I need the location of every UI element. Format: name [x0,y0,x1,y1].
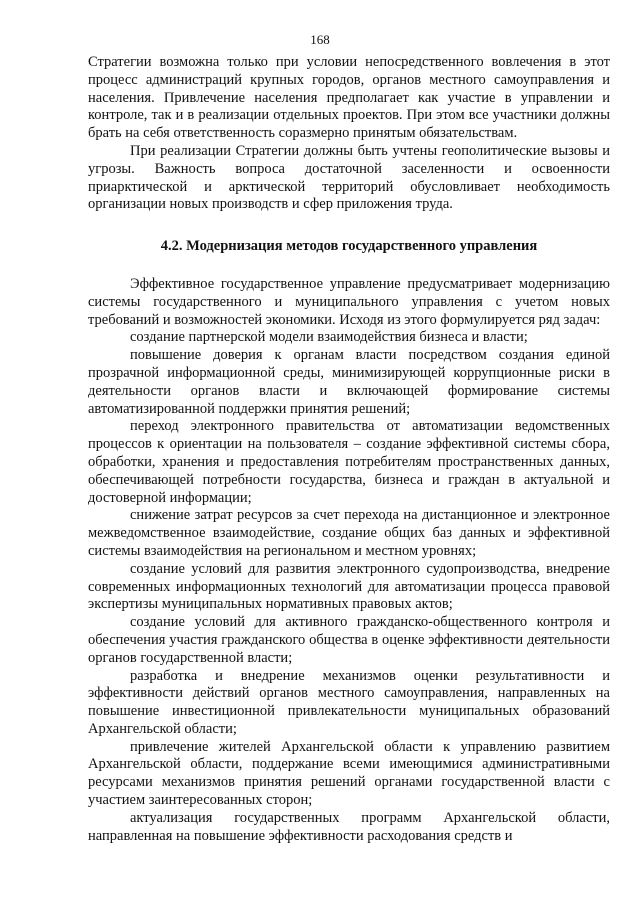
task-item: актуализация государственных программ Архангельской области, направленная на повышение эффективности расходования средств и [88,809,610,844]
task-item: переход электронного правительства от автоматизации ведомственных процессов к ориентации на пользователя – создание эффективной системы сбора, обработки, хранения и предоставления потребителям пространственных данных, обеспечивающей потребности государства, бизнеса и граждан в актуальной и достоверной информации; [88,418,610,506]
page-number: 168 [310,32,330,47]
task-item: создание условий для активного гражданско-общественного контроля и обеспечения участия гражданского общества в оценке эффективности деятельности органов государственной власти; [88,614,610,666]
paragraph: При реализации Стратегии должны быть учтены геополитические вызовы и угрозы. Важность вопроса достаточной заселенности и освоенности приарктической и арктической территорий обусловливает необходимость организации новых производств и сфер приложения труда. [88,142,610,213]
section-lead-paragraph: Эффективное государственное управление предусматривает модернизацию системы государственного и муниципального управления с учетом новых требований и возможностей экономики. Исходя из этого формулируется ряд задач: [88,275,610,328]
continuation-paragraph: Стратегии возможна только при условии непосредственного вовлечения в этот процесс администраций крупных городов, органов местного самоуправления и населения. Привлечение населения предполагает как участие в управлении и контроле, так и в реализации отдельных проектов. При этом все участники должны брать на себя ответственность соразмерно принятым обязательствам. [88,54,610,142]
task-item: создание условий для развития электронного судопроизводства, внедрение современных информационных технологий для автоматизации процесса правовой экспертизы муниципальных нормативных правовых актов; [88,560,610,613]
task-item: разработка и внедрение механизмов оценки результативности и эффективности действий органов местного самоуправления, направленных на повышение инвестиционной привлекательности муниципальных образований Архангельской области; [88,667,610,737]
task-item: повышение доверия к органам власти посредством создания единой прозрачной информационной среды, минимизирующей коррупционные риски в деятельности органов власти и включающей формирование системы автоматизированной поддержки принятия решений; [88,347,610,417]
section-heading: 4.2. Модернизация методов государственного управления [160,238,538,255]
task-item: привлечение жителей Архангельской области к управлению развитием Архангельской области, поддержание всеми имеющимися административными ресурсами механизмов принятия решений органами государственной власти с участием заинтересованных сторон; [88,738,610,809]
page-content [88,54,610,845]
task-item: создание партнерской модели взаимодействия бизнеса и власти; [130,329,528,346]
task-item: снижение затрат ресурсов за счет перехода на дистанционное и электронное межведомственное взаимодействие, создание общих баз данных и эффективной системы взаимодействия на региональном и местном уровнях; [88,507,610,559]
